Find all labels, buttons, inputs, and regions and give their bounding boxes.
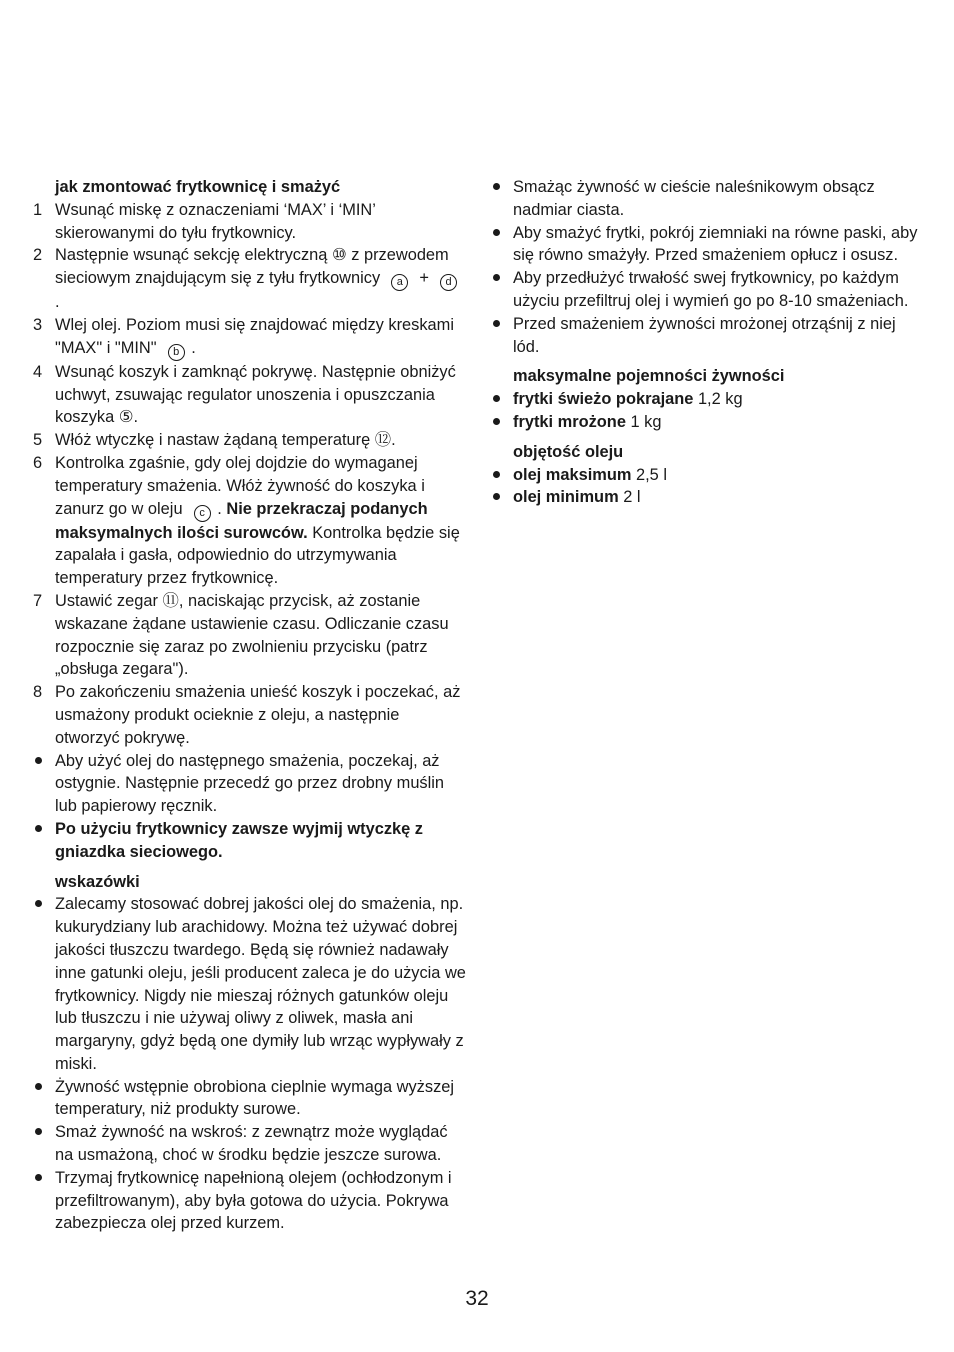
tip-text: Aby smażyć frytki, pokrój ziemniaki na równe paski, aby się równo smażyły. Przed smażeniem opłucz i osusz. [513,223,918,265]
tip-item [491,176,923,222]
step-item [33,452,467,590]
step-text: Wsunąć koszyk i zamknąć pokrywę. Następnie obniżyć uchwyt, zsuwając regulator unoszenia i opuszczania koszyka ⑤. [55,362,456,427]
section-heading-capacity: maksymalne pojemności żywności [513,367,785,386]
step-number: 6 [33,453,43,472]
step-text: Wsunąć miskę z oznaczeniami ‘MAX’ i ‘MIN’ skierowanymi do tyłu frytkownicy. [55,200,376,242]
step-item [33,590,467,681]
step-number: 1 [33,200,43,219]
oil-value: 2,5 l [636,465,667,484]
oil-item [491,464,923,487]
section-heading-assembly: jak zmontować frytkownicę i smażyć [55,178,341,196]
step-number: 3 [33,315,43,334]
part-reference-circle: d [440,274,457,291]
tip-text: Trzymaj frytkownicę napełnioną olejem (ochłodzonym i przefiltrowanym), aby była gotowa do użycia. Pokrywa zabezpiecza olej przed kurzem. [55,1168,452,1233]
capacity-label: frytki mrożone [513,412,626,431]
section-heading-tips: wskazówki [55,872,140,891]
bullet-dot-icon [35,1128,42,1135]
bullet-text-bold: Po użyciu frytkownicy zawsze wyjmij wtyczkę z gniazdka sieciowego. [55,819,424,861]
left-column [33,176,467,1235]
step-text: Ustawić zegar ⑪, naciskając przycisk, aż zostanie wskazane żądane ustawienie czasu. Odliczanie czasu rozpocznie się zaraz po zwolnieniu przycisku (patrz „obsługa zegara"). [55,591,449,679]
part-reference: ⑫ [374,431,392,450]
capacity-label: frytki świeżo pokrajane [513,390,694,409]
oil-item [491,486,923,509]
right-column [491,176,923,509]
capacity-value: 1,2 kg [697,390,743,409]
step-text: Po zakończeniu smażenia unieść koszyk i poczekać, aż usmażony produkt ocieknie z oleju, a następnie otworzyć pokrywę. [55,683,461,747]
part-reference-circle: c [194,505,211,522]
bullet-dot-icon [493,395,500,402]
step-text: Wlej olej. Poziom musi się znajdować między kreskami "MAX" i "MIN" b . [55,314,467,361]
bullet-dot-icon [493,229,500,236]
capacity-item [491,411,923,434]
step-text: Następnie wsunąć sekcję elektryczną ⑩ z przewodem sieciowym znajdującym się z tyłu frytkownicy a + d . [55,244,467,314]
step-item [33,361,467,429]
bullet-dot-icon [35,1174,42,1181]
tip-text: Aby przedłużyć trwałość swej frytkownicy, po każdym użyciu przefiltruj olej i wymień go po 8-10 smażeniach. [513,269,909,310]
bullet-dot-icon [35,900,42,907]
oil-label: olej maksimum [513,465,632,484]
capacity-item [491,388,923,411]
tip-item [491,267,923,313]
warning-text: Nie przekraczaj podanych maksymalnych ilości surowców. [55,499,428,542]
part-reference: ⑪ [162,591,179,610]
step-item [33,314,467,361]
part-reference: ⑩ [331,246,347,265]
tip-text: Przed smażeniem żywności mrożonej otrząśnij z niej lód. [513,314,896,356]
bullet-dot-icon [35,757,42,764]
capacity-value: 1 kg [630,412,662,431]
oil-value: 2 l [623,488,641,507]
tip-item [33,1121,467,1167]
step-text: Włóż wtyczkę i nastaw żądaną temperaturę ⑫. [55,431,396,450]
step-item [33,429,467,452]
tip-text: Żywność wstępnie obrobiona cieplnie wymaga wyższej temperatury, niż produkty surowe. [55,1077,455,1119]
bullet-dot-icon [493,471,500,478]
step-item [33,244,467,314]
tip-item [33,1076,467,1122]
bullet-item [33,818,467,864]
step-number: 2 [33,246,43,265]
bullet-dot-icon [493,274,500,281]
step-item [33,199,467,245]
step-text: Kontrolka zgaśnie, gdy olej dojdzie do wymaganej temperatury smażenia. Włóż żywność do koszyka i zanurz go w oleju c . Nie przekraczaj podanych maksymalnych ilości surowców. Kontrolka będzie się zapalała i gasła, odpowiednio do utrzymywania temperatury przez frytkownicę. [55,453,460,588]
step-number: 8 [33,683,43,702]
step-number: 4 [33,362,43,381]
tip-text: Zalecamy stosować dobrej jakości olej do smażenia, np. kukurydziany lub arachidowy. Można też używać dobrej jakości tłuszczu twardego. Będą się również nadawały inne gatunki oleju, jeśli producent zaleca je do użycia we frytkownicy. Nigdy nie mieszaj różnych gatunków oleju lub tłuszczu i nie używaj oliwy z oliwek, masła ani margaryny, gdyż będą one dymiły lub wrząc wypływały z miski. [55,895,466,1073]
oil-label: olej minimum [513,488,619,507]
bullet-dot-icon [35,1083,42,1090]
tip-item [491,222,923,268]
tip-text: Smaż żywność na wskroś: z zewnątrz może wyglądać na usmażoną, choć w środku będzie jeszcze surowa. [55,1123,448,1165]
section-heading-oil: objętość oleju [513,442,624,461]
part-reference: ⑤ [118,408,134,427]
tip-text: Smażąc żywność w cieście naleśnikowym obsącz nadmiar ciasta. [513,178,875,219]
bullet-dot-icon [35,825,42,832]
bullet-dot-icon [493,493,500,500]
bullet-text: Aby użyć olej do następnego smażenia, poczekaj, aż ostygnie. Następnie przecedź go przez drobny muślin lub papierowy ręcznik. [55,751,445,816]
page-number: 32 [465,1287,489,1310]
part-reference-circle: a [391,274,408,291]
tip-item [491,313,923,359]
bullet-item [33,750,467,818]
bullet-dot-icon [493,320,500,327]
bullet-dot-icon [493,183,500,190]
step-number: 7 [33,591,43,610]
tip-item [33,893,467,1075]
part-reference-circle: b [168,344,185,361]
tip-item [33,1167,467,1235]
step-number: 5 [33,431,43,450]
step-item [33,681,467,749]
bullet-dot-icon [493,418,500,425]
